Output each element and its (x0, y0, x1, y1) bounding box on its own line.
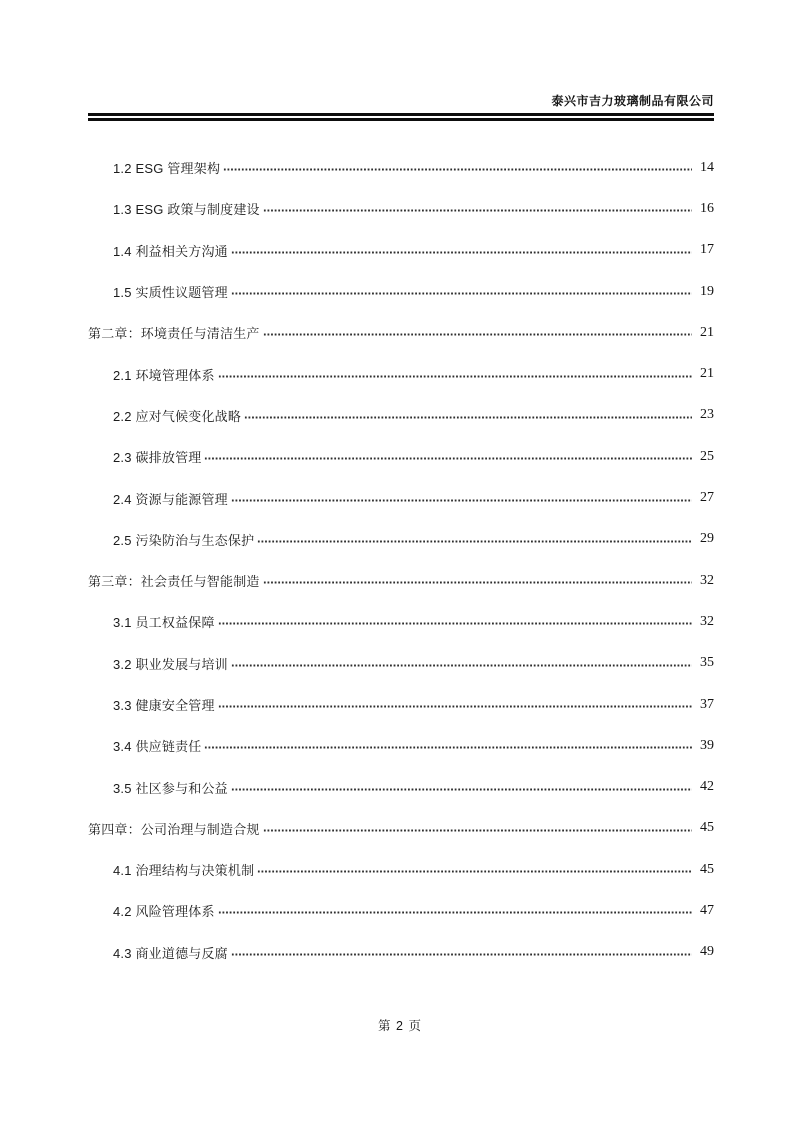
toc-entry[interactable] (88, 684, 714, 725)
toc-entry-page-number: 49 (700, 944, 714, 960)
toc-entry-page-number: 23 (700, 407, 714, 423)
toc-entry-label: 3.5 社区参与和公益 (113, 780, 228, 796)
dot-leader (218, 911, 692, 914)
dot-leader (257, 870, 692, 873)
toc-entry[interactable] (88, 436, 714, 477)
toc-entry-page-number: 35 (700, 655, 714, 671)
dot-leader (231, 664, 692, 667)
toc-entry[interactable] (88, 519, 714, 560)
toc-entry[interactable] (88, 932, 714, 973)
toc-entry-label: 2.4 资源与能源管理 (113, 491, 228, 507)
dot-leader (231, 251, 692, 254)
toc-entry-page-number: 47 (700, 902, 714, 918)
dot-leader (263, 829, 692, 832)
toc-entry-label: 2.5 污染防治与生态保护 (113, 532, 255, 548)
dot-leader (263, 581, 692, 584)
toc-entry-page-number: 32 (700, 613, 714, 629)
toc-entry[interactable] (88, 188, 714, 229)
toc-entry-label: 3.4 供应链责任 (113, 739, 202, 755)
page-number-footer: 第 2 页 (378, 1019, 422, 1033)
dot-leader (244, 416, 692, 419)
toc-entry-label: 1.2 ESG 管理架构 (113, 161, 221, 177)
header-rule-bottom-line (88, 118, 714, 121)
toc-entry[interactable] (88, 725, 714, 766)
toc-entry-page-number: 16 (700, 200, 714, 216)
toc-entry[interactable] (88, 890, 714, 931)
toc-list (88, 147, 714, 973)
toc-entry[interactable] (88, 147, 714, 188)
dot-leader (257, 540, 692, 543)
dot-leader (204, 457, 692, 460)
toc-entry[interactable] (88, 766, 714, 807)
toc-entry[interactable] (88, 808, 714, 849)
toc-entry-label: 1.4 利益相关方沟通 (113, 243, 228, 259)
dot-leader (263, 333, 692, 336)
dot-leader (231, 788, 692, 791)
toc-entry-label: 3.1 员工权益保障 (113, 615, 215, 631)
toc-entry-page-number: 17 (700, 242, 714, 258)
toc-entry[interactable] (88, 271, 714, 312)
toc-entry-page-number: 45 (700, 861, 714, 877)
toc-entry-label: 2.1 环境管理体系 (113, 367, 215, 383)
toc-entry[interactable] (88, 312, 714, 353)
toc-entry-label: 1.3 ESG 政策与制度建设 (113, 202, 260, 218)
toc-entry[interactable] (88, 230, 714, 271)
toc-entry-page-number: 27 (700, 490, 714, 506)
dot-leader (231, 292, 692, 295)
page-header (88, 92, 714, 121)
toc-entry-label: 2.3 碳排放管理 (113, 450, 202, 466)
toc-entry-label: 2.2 应对气候变化战略 (113, 408, 242, 424)
toc-entry-page-number: 45 (700, 820, 714, 836)
dot-leader (218, 375, 692, 378)
toc-entry-page-number: 14 (700, 159, 714, 175)
toc-entry-label: 3.2 职业发展与培训 (113, 656, 228, 672)
toc-entry-label: 4.1 治理结构与决策机制 (113, 863, 255, 879)
toc-entry[interactable] (88, 353, 714, 394)
dot-leader (218, 622, 692, 625)
toc-entry-label: 4.3 商业道德与反腐 (113, 945, 228, 961)
toc-entry-page-number: 32 (700, 572, 714, 588)
toc-entry-page-number: 19 (700, 283, 714, 299)
toc-entry-label: 第四章：公司治理与制造合规 (88, 821, 260, 837)
toc-entry[interactable] (88, 395, 714, 436)
toc-entry[interactable] (88, 643, 714, 684)
dot-leader (223, 168, 692, 171)
toc-entry-page-number: 21 (700, 366, 714, 382)
toc-entry-page-number: 29 (700, 531, 714, 547)
dot-leader (231, 953, 692, 956)
toc-entry-page-number: 39 (700, 737, 714, 753)
toc-entry[interactable] (88, 601, 714, 642)
dot-leader (218, 705, 692, 708)
toc-entry-page-number: 37 (700, 696, 714, 712)
header-rule (88, 113, 714, 121)
dot-leader (231, 499, 692, 502)
dot-leader (263, 209, 692, 212)
toc-entry[interactable] (88, 849, 714, 890)
toc-entry-page-number: 21 (700, 324, 714, 340)
toc-entry-label: 第三章：社会责任与智能制造 (88, 574, 260, 590)
toc-entry-page-number: 42 (700, 779, 714, 795)
toc-entry[interactable] (88, 560, 714, 601)
toc-entry-label: 1.5 实质性议题管理 (113, 285, 228, 301)
toc-entry-label: 4.2 风险管理体系 (113, 904, 215, 920)
toc-entry-label: 3.3 健康安全管理 (113, 698, 215, 713)
company-name: 泰兴市吉力玻璃制品有限公司 (551, 94, 714, 108)
dot-leader (204, 746, 692, 749)
toc-entry-label: 第二章：环境责任与清洁生产 (88, 326, 260, 342)
toc-entry[interactable] (88, 477, 714, 518)
toc-entry-page-number: 25 (700, 448, 714, 464)
